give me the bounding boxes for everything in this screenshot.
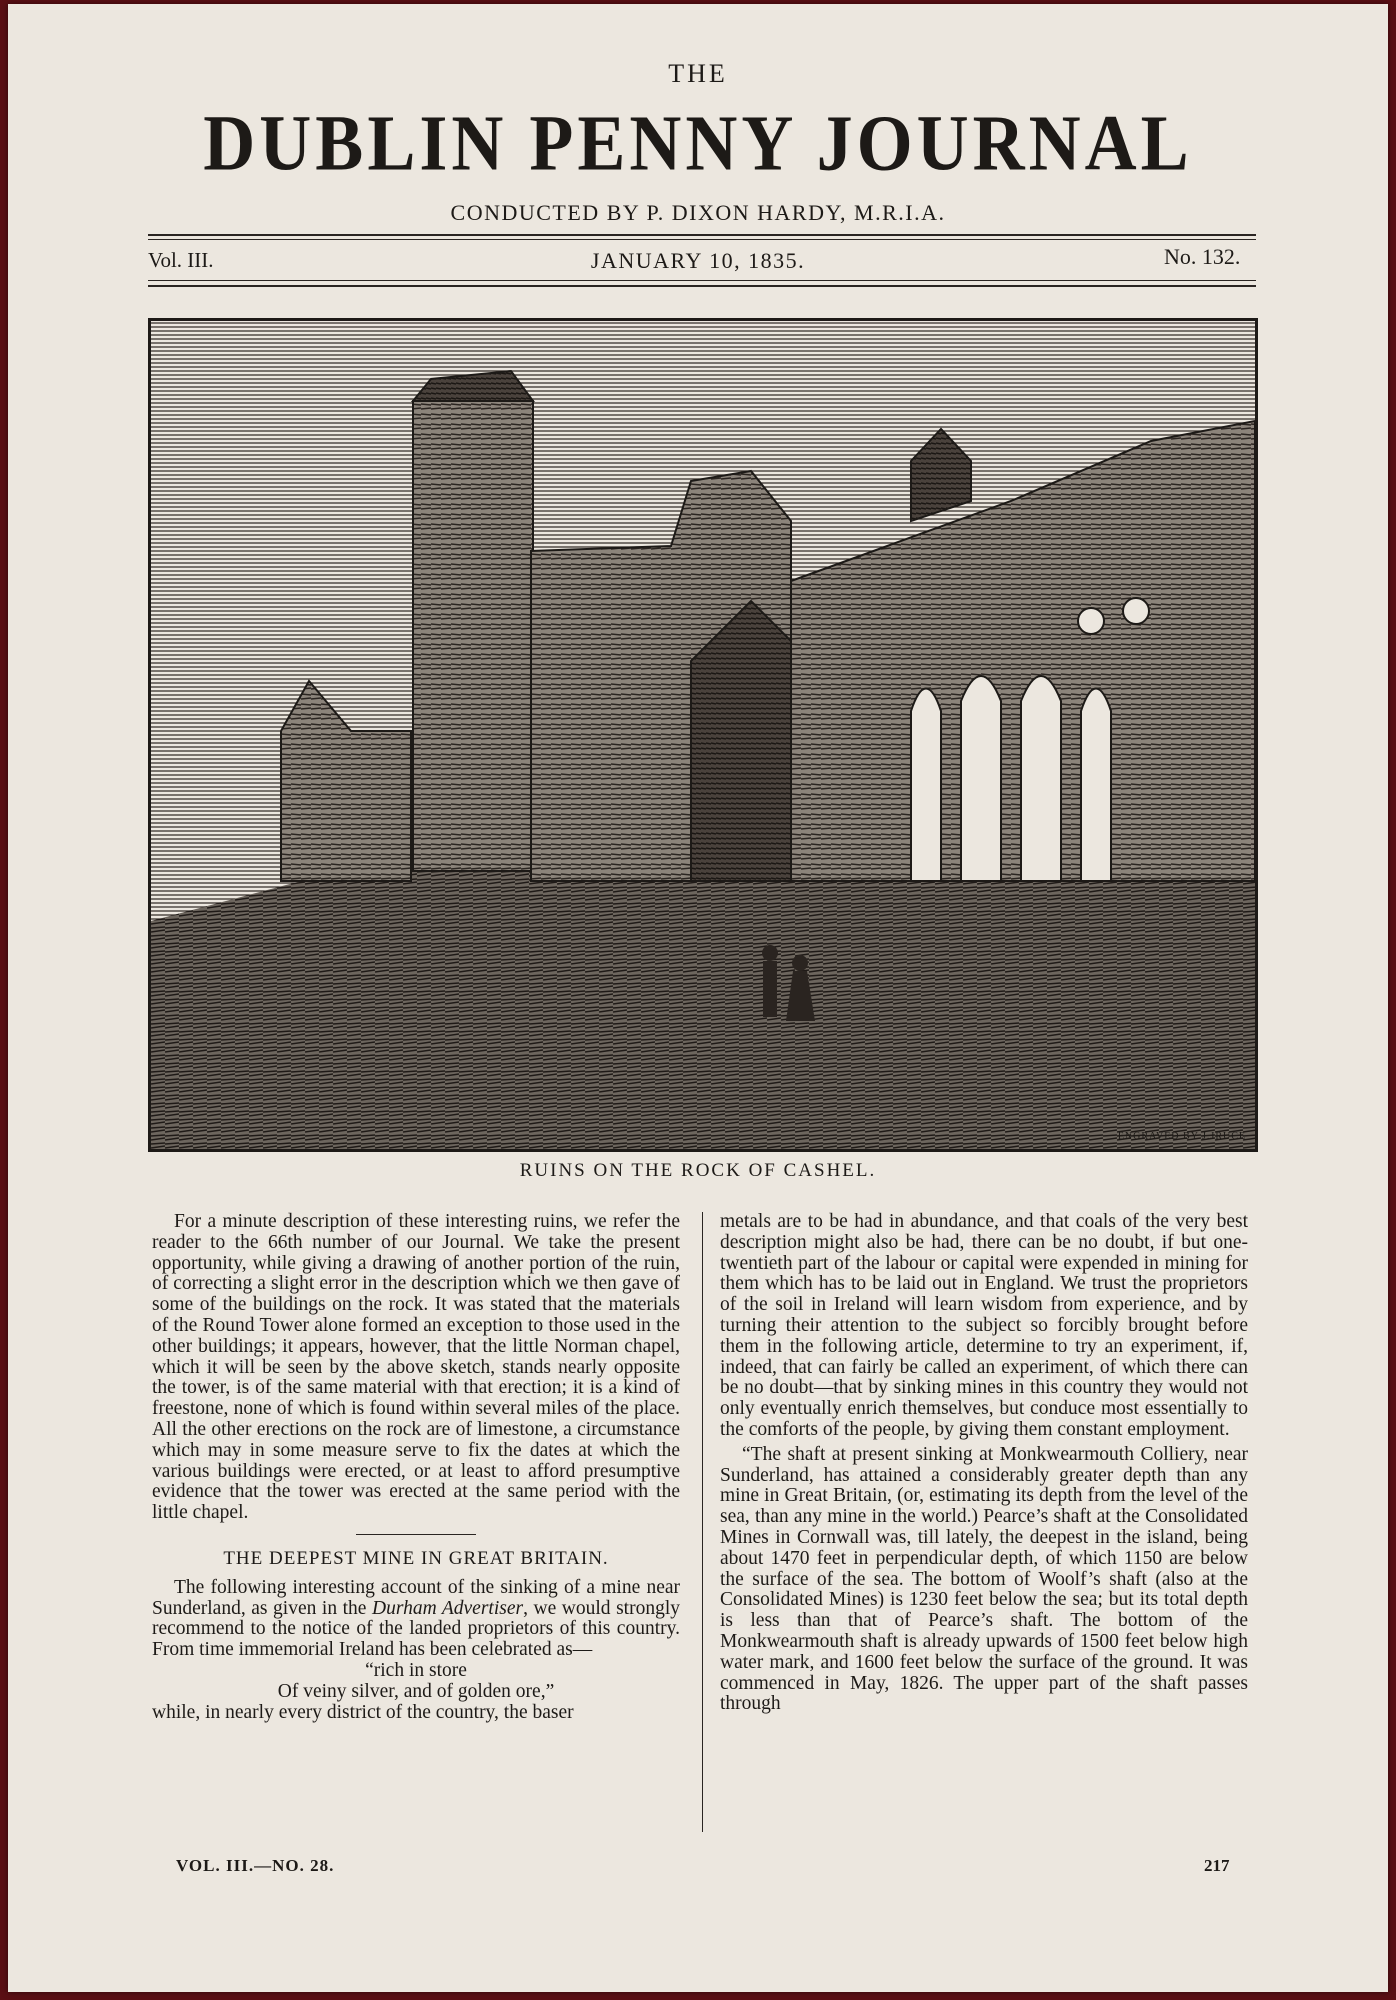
issue-number: No. 132. (1164, 244, 1241, 269)
masthead-conductor: CONDUCTED BY P. DIXON HARDY, M.R.I.A. (450, 200, 946, 225)
volume-label: Vol. III. (148, 248, 214, 272)
article2-intro-b: , we would strongly recommend to the notice of the landed proprietors of this country. From time immemorial Ireland has been celebrated as— (152, 1597, 681, 1661)
masthead-the: THE (668, 59, 728, 88)
article2-intro (152, 1578, 680, 1661)
issue-date: JANUARY 10, 1835. (590, 248, 806, 273)
illustration-caption: RUINS ON THE ROCK OF CASHEL. (519, 1160, 877, 1181)
masthead-rule-top (148, 234, 1256, 236)
left-column (152, 1212, 680, 1723)
article2-continuation-left: while, in nearly every district of the country, the baser (152, 1701, 574, 1723)
column-divider (702, 1212, 703, 1832)
article2-continuation-right: metals are to be had in abundance, and that coals of the very best description might also be had, there can be no doubt, if but one-twentieth part of the labour or capital were expended in mining for them which has to be laid out in England. We trust the proprietors of the soil in Ireland will learn wisdom from experience, and by turning their attention to the subject so forcibly brought before them in the following article, determine to try an experiment, if, indeed, that can fairly be called an experiment, of which there can be no doubt—that by sinking mines in this country they would not only eventually enrich themselves, but conduce most essentially to the comforts of the people, by giving them constant employment. (720, 1211, 1248, 1440)
article2-heading: THE DEEPEST MINE IN GREAT BRITAIN. (223, 1547, 609, 1569)
masthead-title: DUBLIN PENNY JOURNAL (203, 98, 1193, 187)
newspaper-page (8, 4, 1388, 1992)
verse-line-2: Of veiny silver, and of golden ore,” (277, 1680, 555, 1702)
dateline-rule-thin (148, 280, 1256, 281)
article2-intro-source: Durham Advertiser (372, 1597, 524, 1619)
cashel-ruins-illustration (151, 321, 1255, 1149)
cashel-engraving (148, 318, 1258, 1152)
page-number: 217 (1204, 1856, 1230, 1875)
engraver-credit: ENGRAVED BY J.JRUCE (1117, 1131, 1246, 1142)
article2-quote: “The shaft at present sinking at Monkwearmouth Colliery, near Sunderland, has attained a considerably greater depth than any mine in Great Britain, (or, estimating its depth from the level of the sea, than any mine in the world.) Pearce’s shaft at the Consolidated Mines in Cornwall was, till lately, the deepest in the island, being about 1470 feet in perpendicular depth, of which 1150 are below the surface of the sea. The bottom of Woolf’s shaft (also at the Consolidated Mines) is 1230 feet below the sea; but its total depth is less than that of Pearce’s shaft. The bottom of the Monkwearmouth shaft is already upwards of 1500 feet below high water mark, and 1600 feet below the surface of the ground. It was commenced in May, 1826. The upper part of the shaft passes through (720, 1443, 1248, 1715)
masthead-rule-top-thin (148, 239, 1256, 240)
article2-intro-a: The following interesting account of the sinking of a mine near Sunderland, as given in the (152, 1576, 680, 1619)
article1-paragraph: For a minute description of these interesting ruins, we refer the reader to the 66th number of our Journal. We take the present opportunity, while giving a drawing of another portion of the ruin, of correcting a slight error in the description which we then gave of some of the buildings on the rock. It was stated that the materials of the Round Tower alone formed an exception to those used in the other buildings; it appears, however, that the little Norman chapel, which it will be seen by the above sketch, stands nearly opposite the tower, is of the same material with that erection; it is a kind of freestone, none of which is found within several miles of the place. All the other erections on the rock are of limestone, a circumstance which may in some measure serve to fix the dates at which the various buildings were erected, or at least to afford presumptive evidence that the tower was erected at the same period with the little chapel. (152, 1211, 680, 1524)
signature-mark: VOL. III.—NO. 28. (176, 1856, 335, 1875)
right-column (720, 1212, 1248, 1715)
section-divider (356, 1534, 476, 1535)
dateline-rule (148, 285, 1256, 287)
verse-line-1: “rich in store (365, 1659, 467, 1681)
